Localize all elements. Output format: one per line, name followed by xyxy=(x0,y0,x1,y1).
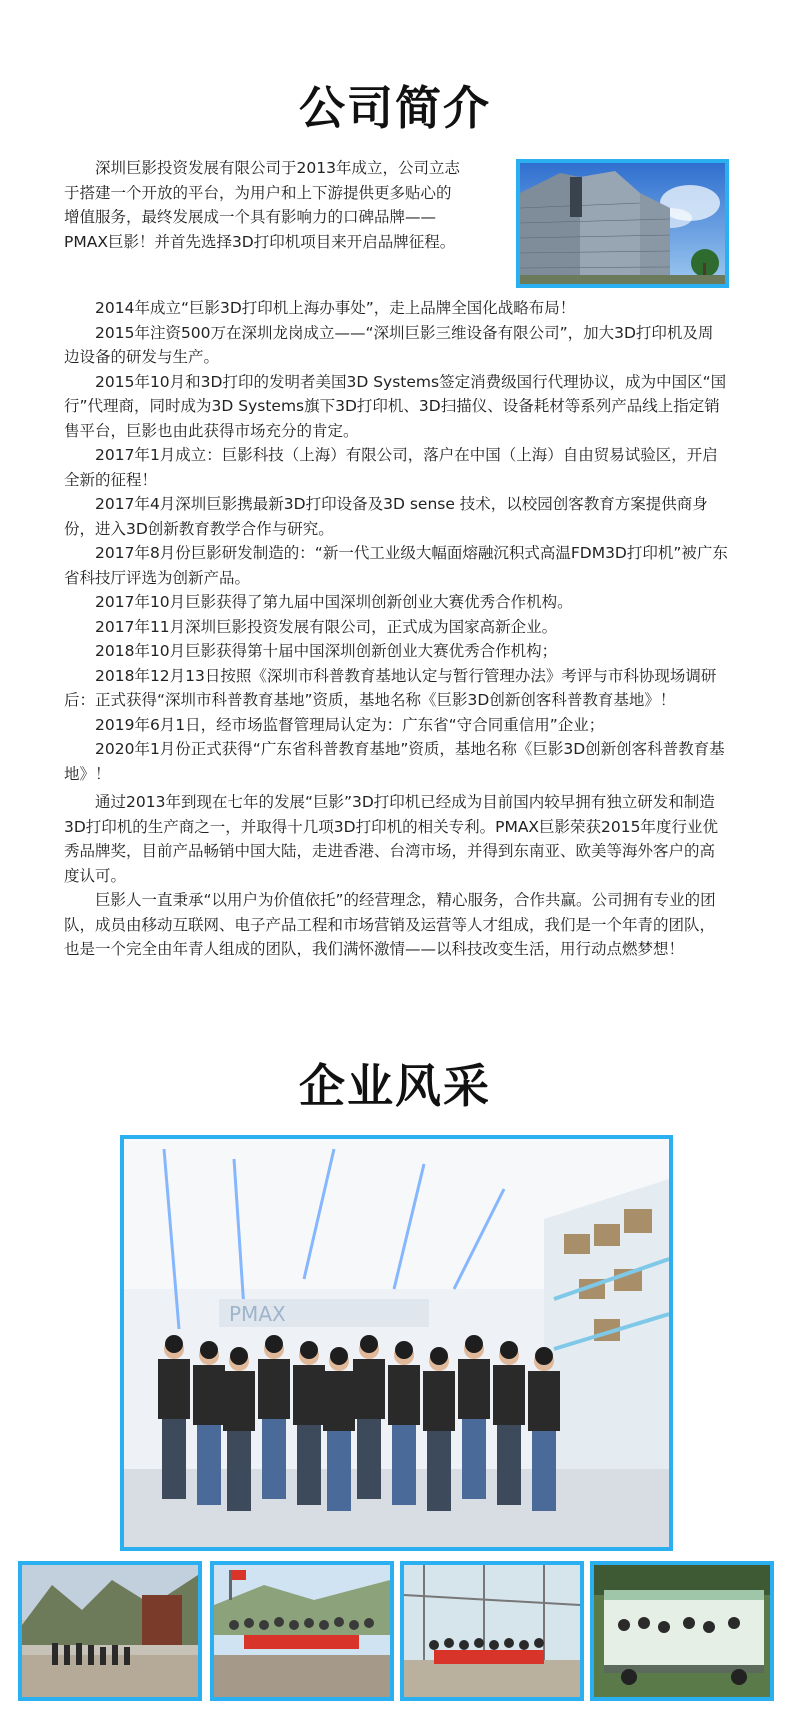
svg-text:PMAX: PMAX xyxy=(229,1302,286,1326)
closing-paragraph: 通过2013年到现在七年的发展“巨影”3D打印机已经成为目前国内较早拥有独立研发和制造3D打印机的生产商之一，并取得十几项3D打印机的相关专利。PMAX巨影荣获2015年度行业优秀品牌奖，目前产品畅销中国大陆，走进香港、台湾市场，并得到东南亚、欧美等海外客户的高度认可。 xyxy=(64,793,718,885)
outdoor-group-photo-3 xyxy=(400,1561,584,1701)
history-item: 2017年4月深圳巨影携最新3D打印设备及3D sense 技术，以校园创客教育方案提供商身份，进入3D创新教育教学合作与研究。 xyxy=(64,495,708,538)
company-style-title: 企业风采 xyxy=(299,1059,491,1113)
company-intro-paragraph: 深圳巨影投资发展有限公司于2013年成立，公司立志于搭建一个开放的平台，为用户和上下游提供更多贴心的增值服务，最终发展成一个具有影响力的口碑品牌——PMAX巨影！并首先选择3D打印机项目来开启品牌征程。 xyxy=(64,159,460,251)
closing-paragraph: 巨影人一直秉承“以用户为价值依托”的经营理念，精心服务，合作共赢。公司拥有专业的团队，成员由移动互联网、电子产品工程和市场营销及运营等人才组成，我们是一个年青的团队，也是一个完全由年青人组成的团队，我们满怀激情——以科技改变生活，用行动点燃梦想！ xyxy=(64,891,716,958)
history-item: 2015年注资500万在深圳龙岗成立——“深圳巨影三维设备有限公司”，加大3D打印机及周边设备的研发与生产。 xyxy=(64,323,714,366)
office-building-photo xyxy=(516,159,729,288)
outdoor-group-photo-4 xyxy=(590,1561,774,1701)
company-intro-title: 公司简介 xyxy=(299,81,491,135)
company-history xyxy=(64,296,728,962)
history-item: 2018年10月巨影获得第十届中国深圳创新创业大赛优秀合作机构； xyxy=(95,642,558,660)
history-item: 2017年11月深圳巨影投资发展有限公司，正式成为国家高新企业。 xyxy=(95,617,558,636)
outdoor-group-photo-1 xyxy=(18,1561,202,1701)
history-item: 2015年10月和3D打印的发明者美国3D Systems签定消费级国行代理协议，成为中国区“国行”代理商，同时成为3D Systems旗下3D打印机、3D扫描仪、设备耗材等系列产品线上指定销售平台，巨影也由此获得市场充分的肯定。 xyxy=(64,372,727,440)
history-item: 2020年1月份正式获得“广东省科普教育基地”资质，基地名称《巨影3D创新创客科普教育基地》！ xyxy=(64,740,725,783)
history-item: 2018年12月13日按照《深圳市科普教育基地认定与暂行管理办法》考评与市科协现场调研后：正式获得“深圳市科普教育基地”资质，基地名称《巨影3D创新创客科普教育基地》！ xyxy=(64,666,717,709)
team-group-photo xyxy=(120,1135,673,1551)
history-item: 2019年6月1日，经市场监督管理局认定为：广东省“守合同重信用”企业； xyxy=(95,715,605,734)
history-item: 2017年1月成立：巨影科技（上海）有限公司，落户在中国（上海）自由贸易试验区，开启全新的征程！ xyxy=(64,446,718,489)
outdoor-group-photo-2 xyxy=(210,1561,394,1701)
history-item: 2017年8月份巨影研发制造的：“新一代工业级大幅面熔融沉积式高温FDM3D打印机”被广东省科技厅评选为创新产品。 xyxy=(64,544,728,587)
history-item: 2017年10月巨影获得了第九届中国深圳创新创业大赛优秀合作机构。 xyxy=(95,593,573,611)
history-item: 2014年成立“巨影3D打印机上海办事处”，走上品牌全国化战略布局！ xyxy=(95,299,576,317)
